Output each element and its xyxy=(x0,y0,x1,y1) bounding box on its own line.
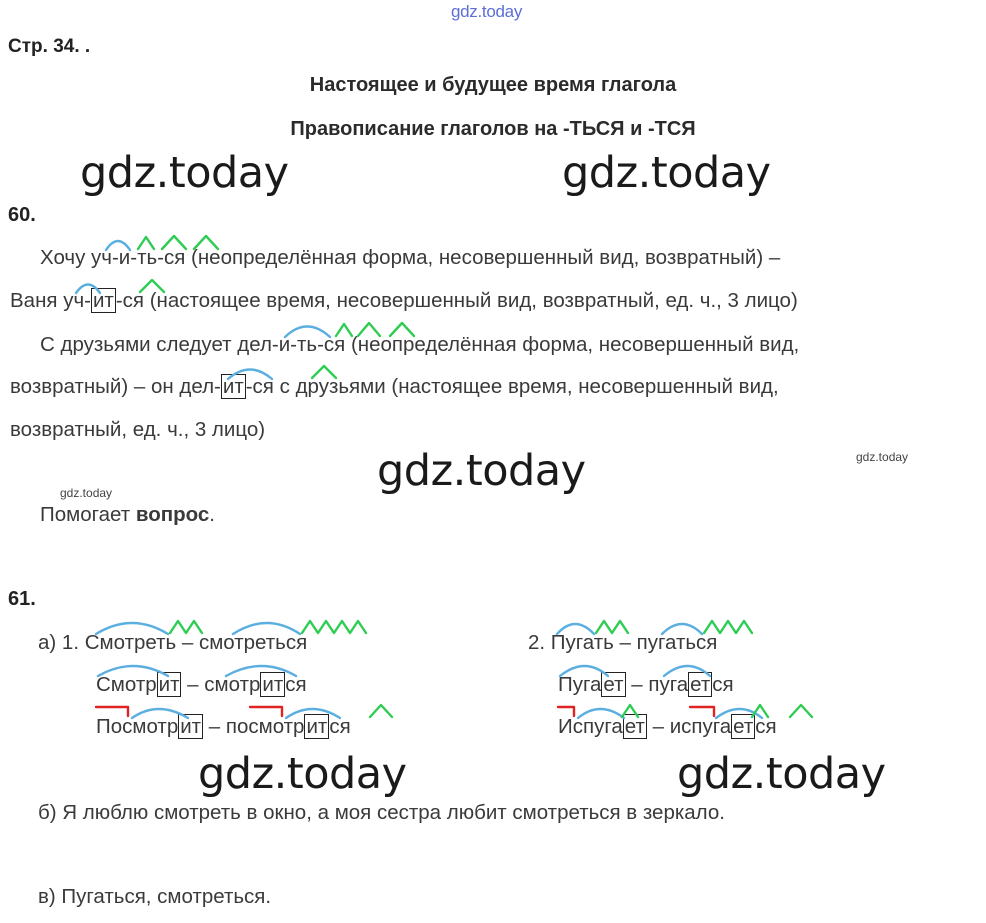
suffix-mark xyxy=(138,237,154,249)
suffix-mark xyxy=(312,366,336,378)
watermark-top: gdz.today xyxy=(451,2,523,21)
watermark-2: gdz.today xyxy=(562,148,771,198)
suffix-mark xyxy=(336,324,352,336)
page-reference: Стр. 34. . xyxy=(8,36,91,57)
suffix-mark xyxy=(790,705,812,717)
root-arc xyxy=(228,370,272,380)
ex60-helper-bold: вопрос xyxy=(135,503,210,526)
prefix-mark xyxy=(690,707,714,716)
prefix-mark xyxy=(250,707,282,716)
root-arc xyxy=(664,666,710,676)
suffix-mark xyxy=(170,621,202,633)
ending-box: ет xyxy=(733,715,754,738)
word: Пугать xyxy=(550,631,614,654)
root-arc xyxy=(226,666,296,676)
exercise-61-number: 61. xyxy=(8,588,36,610)
suffix-mark xyxy=(704,621,752,633)
stem: пуга xyxy=(648,673,689,696)
watermark-4: gdz.today xyxy=(198,749,407,799)
suffix-mark xyxy=(622,705,638,717)
root-arc xyxy=(560,666,608,676)
postfix: ся xyxy=(329,715,351,738)
stem: посмотр xyxy=(225,715,305,738)
root-arc xyxy=(557,624,594,634)
watermark-5: gdz.today xyxy=(677,749,886,799)
watermark-small-2: gdz.today xyxy=(60,486,113,500)
ex60-l4-postfix: -ся xyxy=(245,375,274,398)
suffix-mark xyxy=(370,705,392,717)
ex60-helper-text: Помогает xyxy=(40,503,136,526)
ex61-a-r1-w2: смотреться xyxy=(198,631,308,654)
prefix-mark xyxy=(558,707,574,716)
ex60-l1-word: уч-и-ть-ся xyxy=(91,246,186,269)
postfix: ся xyxy=(712,673,734,696)
ex60-l2-pre: Ваня xyxy=(10,289,64,312)
ex60-l2-root: уч- xyxy=(63,289,91,312)
ending-box: ет xyxy=(690,673,711,696)
suffix-mark xyxy=(302,621,366,633)
ex60-line-5: возвратный, ед. ч., 3 лицо) xyxy=(10,418,266,441)
stem: испуга xyxy=(669,715,732,738)
ex60-helper-dot: . xyxy=(209,503,215,526)
ex60-l3-pre: С друзьями следует xyxy=(40,333,238,356)
root-arc xyxy=(286,709,340,718)
postfix: ся xyxy=(285,673,307,696)
root-arc xyxy=(106,241,130,250)
ex60-l2-post: (настоящее время, несовершенный вид, возвратный, ед. ч., 3 лицо) xyxy=(144,289,798,312)
ex60-l2-ending: ит xyxy=(92,289,114,312)
root-arc xyxy=(132,709,188,718)
suffix-mark xyxy=(194,236,218,249)
stem: Смотр xyxy=(96,673,157,696)
watermark-1: gdz.today xyxy=(80,148,289,198)
ending-box: ит xyxy=(158,673,180,696)
ex60-l2-postfix: -ся xyxy=(115,289,144,312)
dash: – xyxy=(613,631,637,654)
ex61-a-label: а) 1. xyxy=(38,631,85,654)
ending-box: ит xyxy=(262,673,284,696)
dash: – xyxy=(176,631,199,654)
ex60-l4-root: дел- xyxy=(179,375,221,398)
word: пугаться xyxy=(636,631,718,654)
root-arc xyxy=(98,666,168,676)
stem: Посмотр xyxy=(96,715,179,738)
page-subtitle: Правописание глаголов на -ТЬСЯ и -ТСЯ xyxy=(290,118,696,140)
ex60-l3-post: (неопределённая форма, несовершенный вид, xyxy=(345,333,800,356)
suffix-mark xyxy=(596,621,628,633)
root-arc xyxy=(662,624,702,634)
suffix-mark xyxy=(358,323,380,336)
ex61-a2-label: 2. xyxy=(528,631,551,654)
watermark-small-1: gdz.today xyxy=(856,450,909,464)
root-arc xyxy=(96,623,168,634)
suffix-mark xyxy=(140,280,164,292)
root-arc xyxy=(233,623,300,634)
ending-box: ет xyxy=(624,715,645,738)
ex60-l4-pre: возвратный) – он xyxy=(10,375,180,398)
ending-box: ет xyxy=(603,673,624,696)
stem: Пуга xyxy=(558,673,602,696)
ex60-l4-post: с друзьями (настоящее время, несовершенный вид, xyxy=(273,375,779,398)
ex61-a-r1-w1: Смотреть xyxy=(84,631,177,654)
stem: Испуга xyxy=(558,715,623,738)
stem: смотр xyxy=(204,673,261,696)
dash: – xyxy=(646,715,670,738)
prefix-mark xyxy=(96,707,128,716)
ex60-l1-post: (неопределённая форма, несовершенный вид, возвратный) – xyxy=(185,246,781,269)
dash: – xyxy=(625,673,649,696)
postfix: ся xyxy=(755,715,777,738)
ex60-l3-word: дел-и-ть-ся xyxy=(237,333,346,356)
ex61-c: в) Пугаться, смотреться. xyxy=(38,885,272,908)
dash: – xyxy=(181,673,205,696)
exercise-60-number: 60. xyxy=(8,204,36,226)
suffix-mark xyxy=(162,236,186,249)
ex60-l4-ending: ит xyxy=(222,375,244,398)
dash: – xyxy=(203,715,226,738)
watermark-3: gdz.today xyxy=(377,446,586,496)
root-arc xyxy=(76,285,100,294)
ex61-b: б) Я люблю смотреть в окно, а моя сестра любит смотреться в зеркало. xyxy=(38,801,725,824)
ex60-l1-pre: Хочу xyxy=(40,246,92,269)
root-arc xyxy=(578,709,624,718)
page-title: Настоящее и будущее время глагола xyxy=(309,74,677,96)
ending-box: ит xyxy=(306,715,328,738)
ending-box: ит xyxy=(180,715,202,738)
suffix-mark xyxy=(390,323,414,336)
root-arc xyxy=(285,327,330,338)
